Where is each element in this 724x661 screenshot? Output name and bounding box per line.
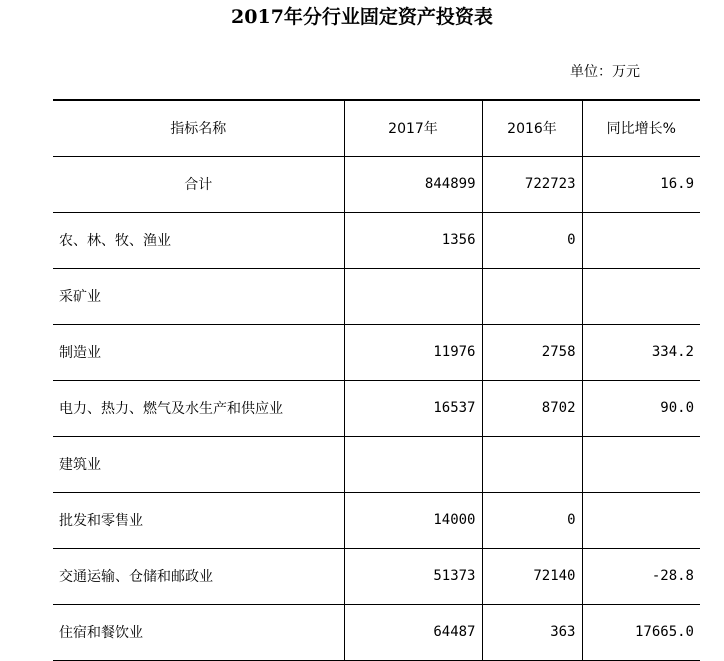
table-row [53, 212, 700, 268]
page-title: 2017年分行业固定资产投资表 [231, 6, 493, 28]
row-growth-value: -28.8 [582, 548, 700, 604]
row-growth-value [582, 492, 700, 548]
table-header-row [53, 100, 700, 156]
row-name: 电力、热力、燃气及水生产和供应业 [53, 380, 344, 436]
row-growth-value: 90.0 [582, 380, 700, 436]
row-growth-value [582, 212, 700, 268]
header-2017: 2017年 [344, 100, 482, 156]
table-row [53, 492, 700, 548]
header-indicator-name: 指标名称 [53, 100, 344, 156]
table-row [53, 436, 700, 492]
table-row [53, 268, 700, 324]
row-name: 交通运输、仓储和邮政业 [53, 548, 344, 604]
row-2016-value: 0 [482, 492, 582, 548]
row-2016-value: 363 [482, 604, 582, 660]
row-name: 建筑业 [53, 436, 344, 492]
row-2017-value: 844899 [344, 156, 482, 212]
row-2017-value: 11976 [344, 324, 482, 380]
row-2016-value: 722723 [482, 156, 582, 212]
unit-label: 单位：万元 [570, 64, 640, 80]
row-growth-value: 16.9 [582, 156, 700, 212]
table-row [53, 604, 700, 660]
row-growth-value [582, 436, 700, 492]
row-2017-value: 16537 [344, 380, 482, 436]
row-name: 农、林、牧、渔业 [53, 212, 344, 268]
row-2017-value [344, 268, 482, 324]
header-growth: 同比增长% [582, 100, 700, 156]
investment-table [53, 99, 700, 661]
row-growth-value [582, 268, 700, 324]
row-2017-value: 64487 [344, 604, 482, 660]
row-name: 合计 [53, 156, 344, 212]
table-row [53, 548, 700, 604]
row-2016-value: 2758 [482, 324, 582, 380]
row-2016-value: 0 [482, 212, 582, 268]
row-name: 采矿业 [53, 268, 344, 324]
row-2017-value: 14000 [344, 492, 482, 548]
row-name: 住宿和餐饮业 [53, 604, 344, 660]
row-2016-value [482, 268, 582, 324]
table-row-total [53, 156, 700, 212]
row-2016-value: 8702 [482, 380, 582, 436]
table-row [53, 324, 700, 380]
row-2017-value: 51373 [344, 548, 482, 604]
row-name: 制造业 [53, 324, 344, 380]
row-2017-value [344, 436, 482, 492]
row-2016-value [482, 436, 582, 492]
row-2016-value: 72140 [482, 548, 582, 604]
row-growth-value: 334.2 [582, 324, 700, 380]
row-name: 批发和零售业 [53, 492, 344, 548]
row-growth-value: 17665.0 [582, 604, 700, 660]
table-row [53, 380, 700, 436]
row-2017-value: 1356 [344, 212, 482, 268]
header-2016: 2016年 [482, 100, 582, 156]
